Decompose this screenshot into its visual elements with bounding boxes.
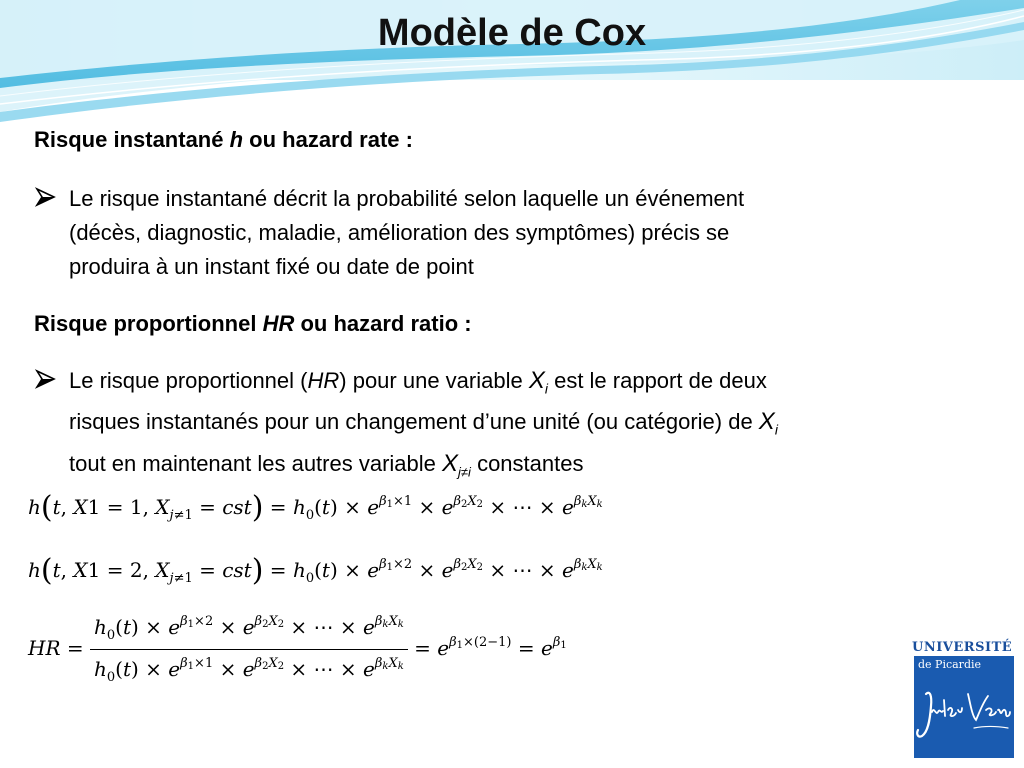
x1-value: 2 <box>129 558 143 582</box>
equation-hazard-x2: h(t, X1 = 2, $X_{j\ne 1} = cst) = h_0(t) \times e^{\beta_1\times 2} \times e^{\beta_2X_2}$ × ⋯ × $e^{\beta_kX_k}$ <box>28 553 603 588</box>
bullet-text <box>69 364 989 489</box>
heading-variable: HR <box>262 311 295 336</box>
arrow-bullet-icon <box>34 367 58 391</box>
heading-text: Risque instantané <box>34 127 230 152</box>
logo-subtitle: de Picardie <box>918 658 982 671</box>
x1-value: 1 <box>129 495 143 519</box>
equation-hazard-ratio: HR = $\frac{h_0(t) \times e^{\beta_1\times 2} \times e^{\beta_2X_2} \times \cdots \times e^{\beta_kX_k}}{h_0(t) \times e^{\beta_1\times 1} \times e^{\beta_2X_2} \times \cdots \times e^{\beta_kX_k}}$ = $e^{\beta_1\times(2-1)} = e^{\beta_1}$ <box>28 614 567 685</box>
bullet-line: Le risque proportionnel (HR) pour une variable $X_i$ est le rapport de deux <box>69 367 767 397</box>
hr-fraction <box>90 612 408 687</box>
bullet-line: Le risque instantané décrit la probabilité selon laquelle un événement <box>69 186 745 211</box>
hr-numerator: $h_0(t) \times e^{\beta_1\times 2} \times e^{\beta_2X_2}$ × ⋯ × $e^{\beta_kX_k}$ <box>90 612 408 650</box>
bullet-line: produira à un instant fixé ou date de point <box>69 254 474 279</box>
logo-university-text: UNIVERSITÉ <box>912 640 1013 655</box>
bullet-text <box>69 182 989 284</box>
heading-variable: h <box>229 127 244 152</box>
equation-hazard-x1: h(t, X1 = 1, $X_{j\ne 1} = cst) = h_0(t) \times e^{\beta_1\times 1} \times e^{\beta_2X_2}$ × ⋯ × $e^{\beta_kX_k}$ <box>28 490 603 525</box>
jules-verne-signature-icon <box>914 676 1014 758</box>
section-heading-hazard-ratio <box>34 311 472 337</box>
slide-title: Modèle de Cox <box>377 12 647 54</box>
section-heading-hazard-rate <box>34 127 413 153</box>
hr-lhs: HR <box>28 636 61 660</box>
logo-box <box>914 656 1014 758</box>
heading-text: ou hazard ratio : <box>294 311 472 336</box>
heading-text: ou hazard rate : <box>243 127 413 152</box>
bullet-line: risques instantanés pour un changement d’une unité (ou catégorie) de $X_i$ <box>69 408 778 438</box>
university-logo <box>912 640 1016 760</box>
hr-denominator: $h_0(t) \times e^{\beta_1\times 1} \times e^{\beta_2X_2}$ × ⋯ × $e^{\beta_kX_k}$ <box>93 656 404 685</box>
arrow-bullet-icon <box>34 185 58 209</box>
heading-text: Risque proportionnel <box>34 311 263 336</box>
bullet-line: tout en maintenant les autres variable $X_{j\ne i}$ constantes <box>69 449 584 480</box>
bullet-line: (décès, diagnostic, maladie, amélioration des symptômes) précis se <box>69 220 730 245</box>
